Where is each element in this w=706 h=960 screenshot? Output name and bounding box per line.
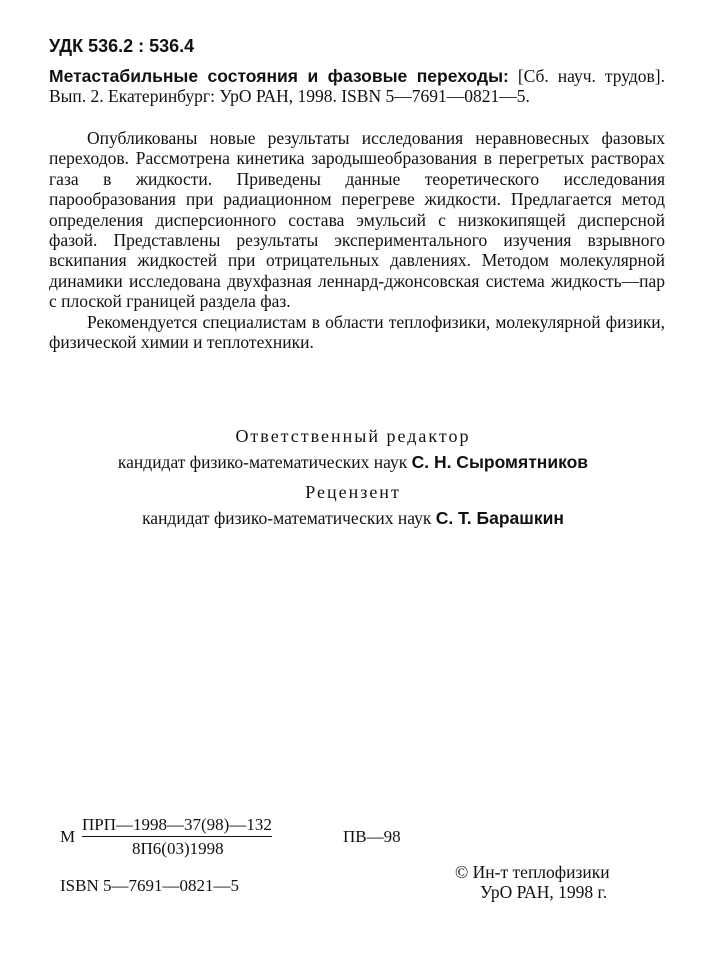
copyright-line-2: УрО РАН, 1998 г. [480,882,608,902]
editor-degree: кандидат физико-математических наук [117,452,408,472]
reviewer-credit [0,508,706,529]
imprint-suffix: ПВ—98 [343,827,401,846]
bibliographic-record [49,66,665,106]
imprint-fraction [82,815,272,859]
abstract-paragraph-1: Опубликованы новые результаты исследования неравновесных фазовых переходов. Рассмотрена кинетика зародышеобразования в перегретых растворах газа в жидкости. Приведены данные теоретического исследования парообразования при радиационном перегреве жидкости. Предлагается метод определения дисперсионного состава эмульсий с низкокипящей дисперсной фазой. Представлены результаты экспериментального изучения взрывного вскипания жидкостей при отрицательных давлениях. Методом молекулярной динамики исследована двухфазная леннард-джонсовская система жидкость—пар с плоской границей раздела фаз. [49,128,665,312]
reviewer-role: Рецензент [305,482,401,502]
imprint-numerator: ПРП—1998—37(98)—132 [82,815,272,837]
editor-role: Ответственный редактор [235,426,471,446]
copyright-notice [455,862,610,902]
editor-name: С. Н. Сыромятников [411,452,589,472]
bibliographic-title: Метастабильные состояния и фазовые переходы: [49,66,509,86]
editor-credit [0,452,706,473]
abstract [49,128,665,352]
udk-code: УДК 536.2 : 536.4 [49,36,195,56]
isbn: ISBN 5—7691—0821—5 [60,876,239,895]
abstract-paragraph-2: Рекомендуется специалистам в области теплофизики, молекулярной физики, физической химии и теплотехники. [49,311,665,353]
bibliographic-details: [Сб. науч. трудов]. Вып. 2. Екатеринбург: УрО РАН, 1998. ISBN 5—7691—0821—5. [49,66,666,106]
copyright-line-1: © Ин-т теплофизики [455,862,610,882]
reviewer-degree: кандидат физико-математических наук [142,508,432,528]
reviewer-name: С. Т. Барашкин [435,508,564,528]
imprint-denominator: 8П6(03)1998 [132,839,224,858]
imprint-prefix: М [60,827,76,846]
